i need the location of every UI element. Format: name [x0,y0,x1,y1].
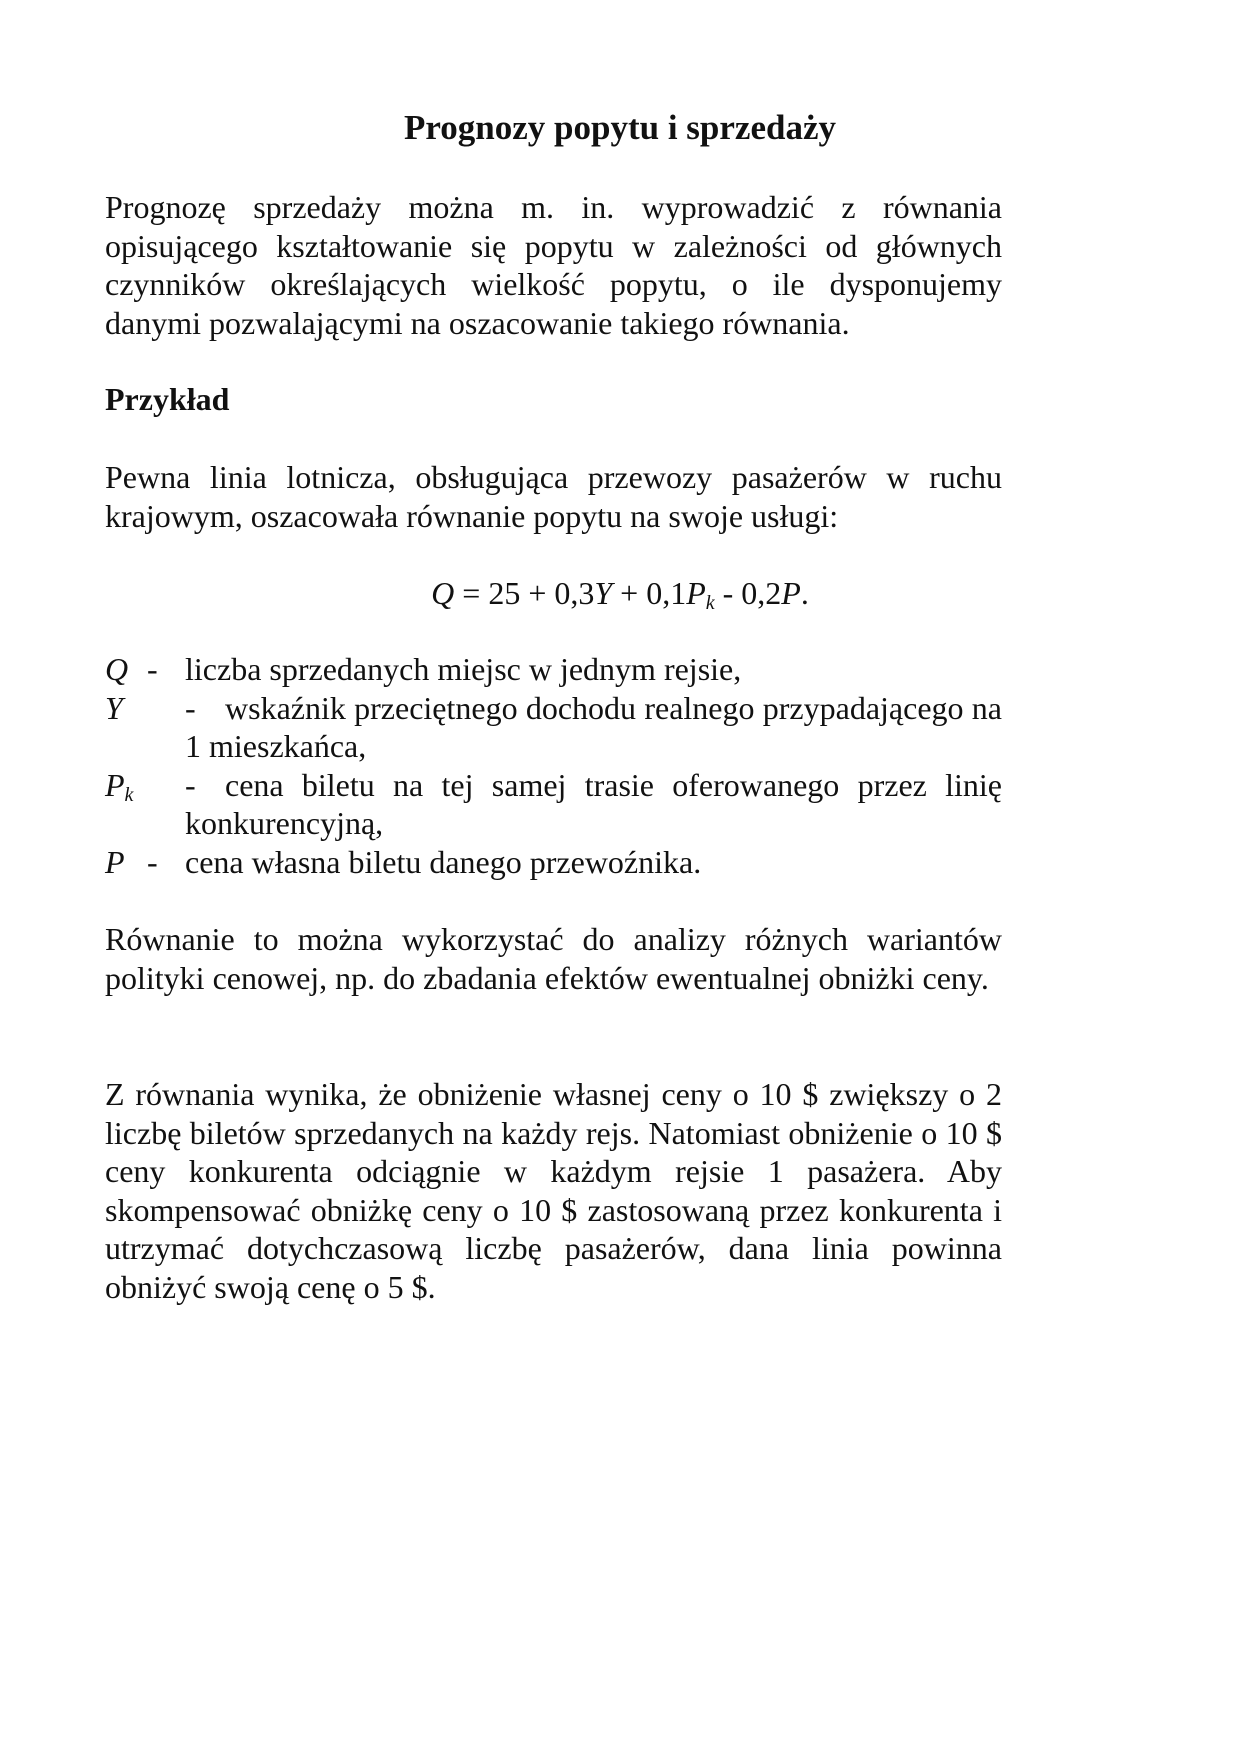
def-symbol: Y [105,689,123,726]
def-dash: - [185,689,196,726]
definition-item [105,650,1002,689]
example-heading: Przykład [105,381,230,417]
def-text: liczba sprzedanych miejsc w jednym rejsie, [185,651,742,687]
page-title: Prognozy popytu i sprzedaży [404,108,836,147]
eq-end: . [800,575,809,611]
eq-part: = 25 + 0,3 [454,575,595,611]
demand-equation [0,574,1240,613]
policy-paragraph: Równanie to można wykorzystać do analizy różnych wariantów polityki cenowej, np. do zbadania efektów ewentualnej obniżki ceny. [105,921,1002,996]
eq-y: Y [594,575,613,611]
def-text: wskaźnik przeciętnego dochodu realnego przypadającego na 1 mieszkańca, [185,689,1002,765]
eq-pk: P [686,575,706,611]
def-text: cena biletu na tej samej trasie oferowanego przez linię konkurencyjną, [185,766,1002,842]
def-dash: - [147,843,158,880]
def-symbol: $P_k$ [105,766,134,806]
def-dash: - [147,651,158,687]
definitions-list [105,650,1002,882]
def-dash: - [185,766,196,803]
example-paragraph: Pewna linia lotnicza, obsługująca przewozy pasażerów w ruchu krajowym, oszacowała równanie popytu na swoje usługi: [105,459,1002,534]
definition-item [105,766,1002,843]
eq-part: - 0,2 [714,575,782,611]
def-text: cena własna biletu danego przewoźnika. [185,843,702,880]
eq-part: + 0,1 [612,575,687,611]
eq-q: Q [431,575,455,611]
intro-paragraph: Prognozę sprzedaży można m. in. wyprowadzić z równania opisującego kształtowanie się popytu w zależności od głównych czynników określających wielkość popytu, o ile dysponujemy danymi pozwalającymi na oszacowanie takiego równania. [105,189,1002,341]
def-symbol: P [105,843,125,880]
eq-p: P [781,575,801,611]
conclusion-paragraph: Z równania wynika, że obniżenie własnej ceny o 10 $ zwiększy o 2 liczbę biletów sprzedanych na każdy rejs. Natomiast obniżenie o 10 $ ceny konkurenta odciągnie w każdym rejsie 1 pasażera. Aby skompensować obniżkę ceny o 10 $ zastosowaną przez konkurenta i utrzymać dotychczasową liczbę pasażerów, dana linia powinna obniżyć swoją cenę o 5 $. [105,1076,1002,1305]
definition-item [105,689,1002,766]
def-symbol: Q [105,651,129,687]
definition-item [105,843,1002,882]
eq-k: k [705,592,715,614]
